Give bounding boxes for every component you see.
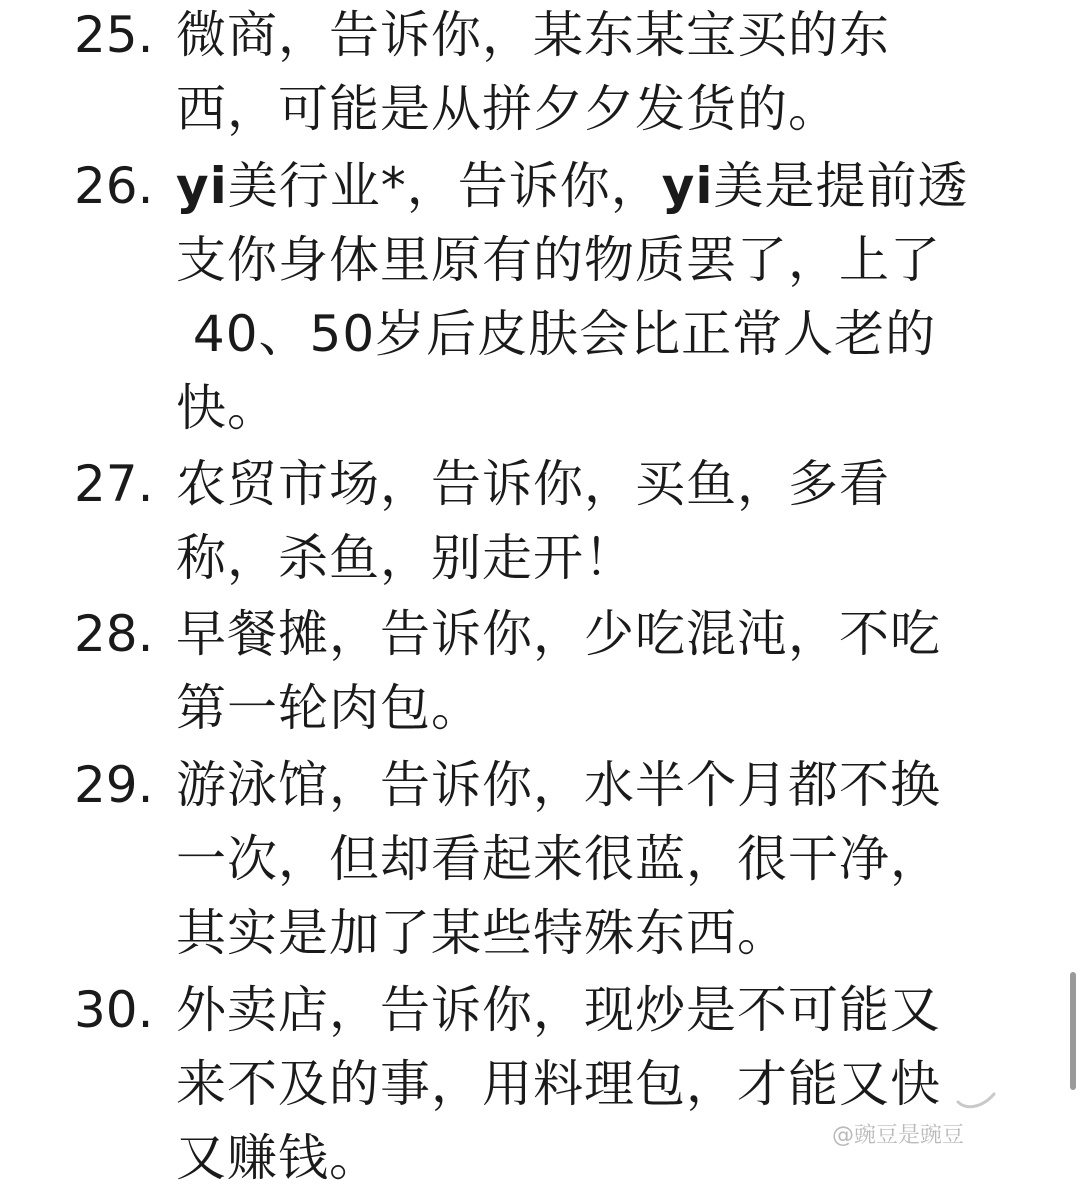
item-text-line: 一次，但却看起来很蓝，很干净，	[176, 830, 941, 888]
item-text-bold: yi	[661, 157, 714, 215]
scrollbar[interactable]	[1070, 972, 1076, 1090]
item-text-line: 又赚钱。	[176, 1129, 380, 1187]
item-number: 26.	[74, 157, 154, 215]
watermark: @豌豆是豌豆	[832, 1123, 965, 1148]
swoosh-icon	[952, 1080, 1000, 1110]
item-number: 29.	[74, 756, 154, 814]
item-text-line: 快。	[176, 379, 278, 437]
item-text-line: 第一轮肉包。	[176, 679, 482, 737]
item-text-line: 农贸市场，告诉你，买鱼，多看	[176, 455, 890, 513]
item-text-line: 西，可能是从拼夕夕发货的。	[176, 80, 839, 138]
item-text-line: 来不及的事，用料理包，才能又快	[176, 1055, 941, 1113]
item-text-line: 40、50岁后皮肤会比正常人老的	[176, 305, 937, 363]
item-text-line: 外卖店，告诉你，现炒是不可能又	[176, 981, 941, 1039]
item-number: 28.	[74, 605, 154, 663]
item-number: 27.	[74, 455, 154, 513]
item-text: 美是提前透	[713, 157, 969, 215]
item-text-line: 支你身体里原有的物质罢了，上了	[176, 231, 941, 289]
item-text-line: 微商，告诉你，某东某宝买的东	[176, 6, 890, 64]
item-number: 25.	[74, 6, 154, 64]
item-text-line: 早餐摊，告诉你，少吃混沌，不吃	[176, 605, 941, 663]
item-number: 30.	[74, 981, 154, 1039]
item-text-line	[176, 149, 968, 223]
item-text-bold: yi	[176, 157, 228, 215]
item-text-line: 其实是加了某些特殊东西。	[176, 904, 788, 962]
item-text-line: 称，杀鱼，别走开！	[176, 529, 635, 587]
item-text: 美行业*，告诉你，	[227, 157, 662, 215]
item-text-line: 游泳馆，告诉你，水半个月都不换	[176, 756, 941, 814]
